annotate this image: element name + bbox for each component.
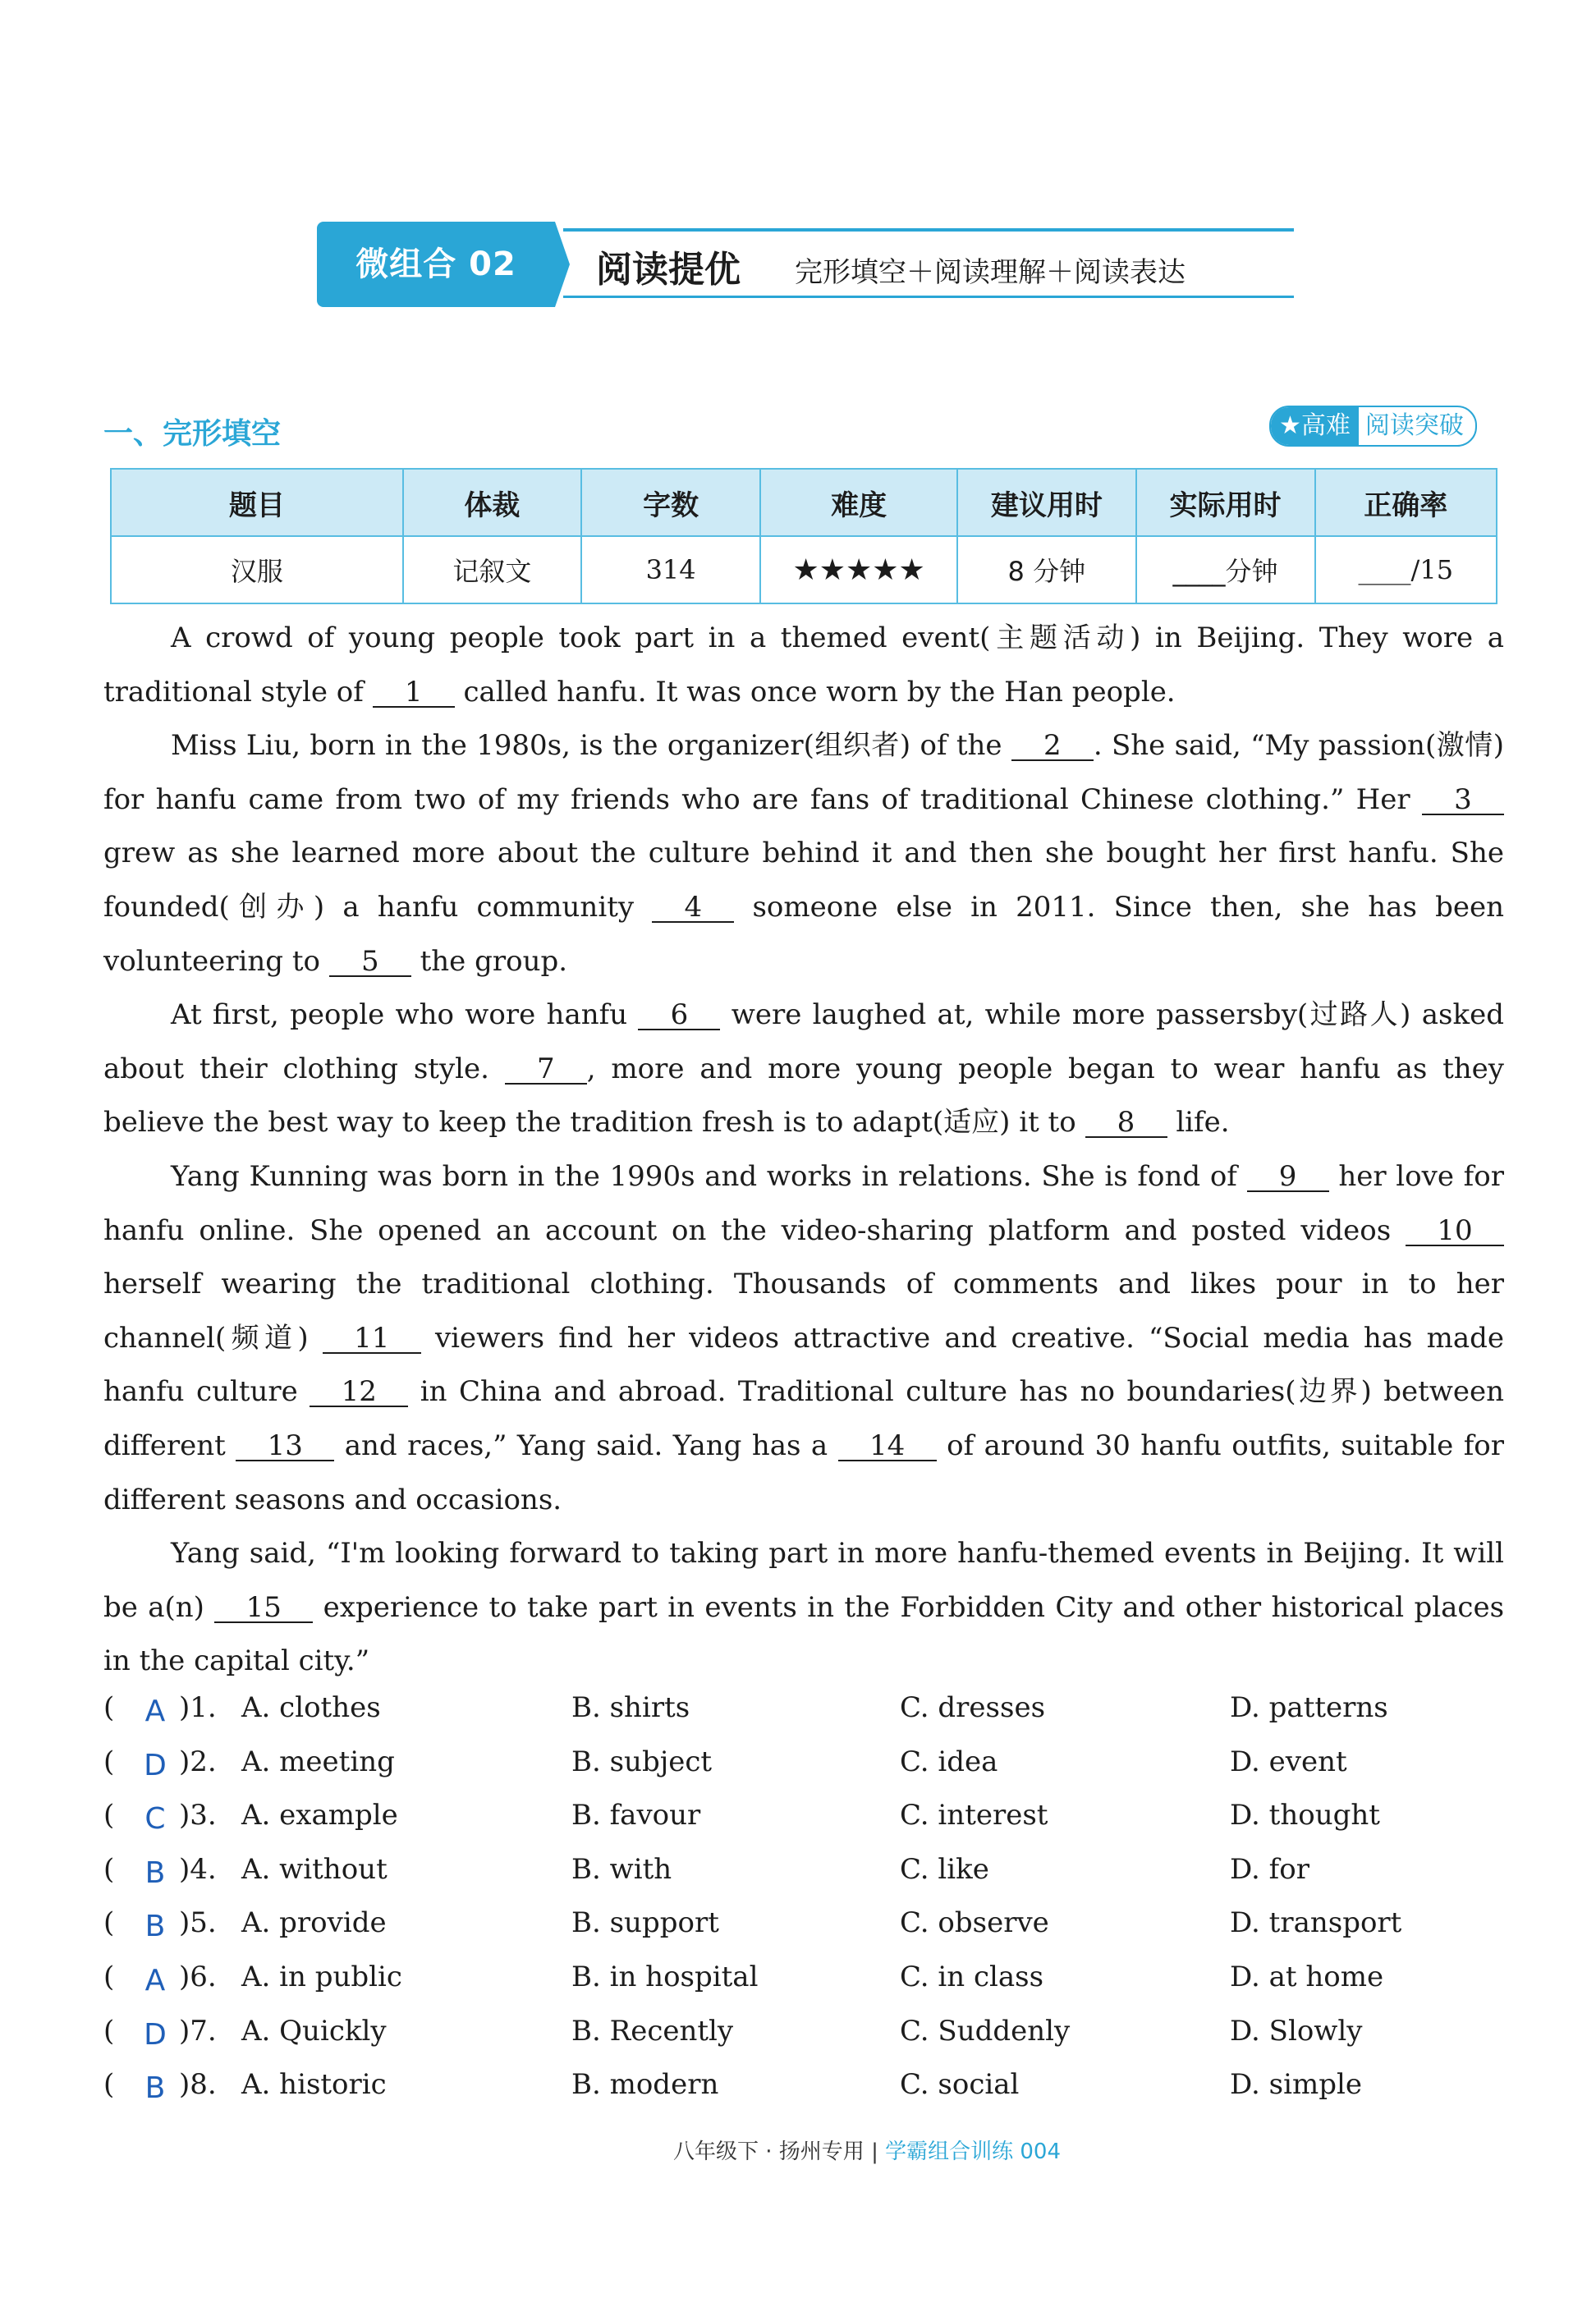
passage-text: At first, people who wore hanfu bbox=[171, 998, 628, 1032]
blank-1[interactable]: 1 bbox=[373, 678, 455, 708]
passage-text: Miss Liu, born in the 1980s, is the organizer(组织者) of the bbox=[171, 729, 1002, 763]
option-b[interactable]: B. favour bbox=[571, 1799, 701, 1832]
info-table bbox=[110, 468, 1497, 604]
option-d[interactable]: D. at home bbox=[1230, 1960, 1384, 1993]
question-row bbox=[103, 1745, 1504, 1800]
cloze-passage bbox=[103, 612, 1504, 1689]
option-c[interactable]: C. like bbox=[900, 1852, 989, 1886]
blank-14[interactable]: 14 bbox=[838, 1432, 937, 1461]
info-table-header bbox=[111, 469, 1497, 536]
question-row bbox=[103, 1853, 1504, 1907]
passage-text: were laughed at, while more passersby(过路人) asked about their clothing style. bbox=[103, 998, 1504, 1085]
question-row bbox=[103, 2015, 1504, 2069]
option-a[interactable]: A. Quickly bbox=[241, 2014, 387, 2048]
paren-open: ( bbox=[103, 1852, 115, 1886]
option-b[interactable]: B. support bbox=[571, 1906, 719, 1940]
option-c[interactable]: C. idea bbox=[900, 1745, 998, 1778]
cell-genre: 记叙文 bbox=[403, 536, 581, 603]
option-b[interactable]: B. in hospital bbox=[571, 1960, 759, 1993]
passage-text: called hanfu. It was once worn by the Han people. bbox=[463, 675, 1176, 709]
question-number: )5. bbox=[179, 1906, 217, 1940]
option-b[interactable]: B. with bbox=[571, 1852, 672, 1886]
passage-text: someone else in 2011. Since then, she has been volunteering to bbox=[103, 890, 1504, 978]
question-row bbox=[103, 1799, 1504, 1853]
question-number: )8. bbox=[179, 2068, 217, 2102]
question-row bbox=[103, 1906, 1504, 1961]
section-title: 一、完形填空 bbox=[103, 417, 282, 451]
blank-3[interactable]: 3 bbox=[1422, 786, 1504, 815]
passage-text: . She said, “My passion(激情) for hanfu came from two of my friends who are fans of traditional Chinese clothing.” Her bbox=[103, 729, 1504, 816]
blank-5[interactable]: 5 bbox=[329, 947, 411, 977]
footer-divider: | bbox=[871, 2140, 886, 2164]
option-a[interactable]: A. clothes bbox=[241, 1691, 381, 1724]
option-c[interactable]: C. observe bbox=[900, 1906, 1049, 1940]
option-d[interactable]: D. event bbox=[1230, 1745, 1347, 1778]
option-a[interactable]: A. provide bbox=[241, 1906, 387, 1940]
paragraph-3 bbox=[103, 988, 1504, 1150]
option-c[interactable]: C. interest bbox=[900, 1799, 1048, 1832]
passage-text: experience to take part in events in the Forbidden City and other historical places in the capital city.” bbox=[103, 1590, 1505, 1678]
passage-text: grew as she learned more about the culture behind it and then she bought her first hanfu. She founded(创办) a hanfu community bbox=[103, 837, 1504, 924]
handwritten-answer[interactable]: B bbox=[144, 2071, 166, 2106]
handwritten-answer[interactable]: D bbox=[144, 1748, 167, 1782]
footer-grade: 八年级下 · 扬州专用 bbox=[673, 2140, 864, 2164]
option-c[interactable]: C. dresses bbox=[900, 1691, 1046, 1724]
header-cell: 正确率 bbox=[1315, 469, 1497, 536]
paragraph-4 bbox=[103, 1150, 1504, 1527]
banner-rule-bottom bbox=[563, 296, 1294, 298]
blank-9[interactable]: 9 bbox=[1247, 1163, 1329, 1192]
paren-open: ( bbox=[103, 1906, 115, 1940]
group-tag: 微组合 02 bbox=[317, 222, 555, 307]
option-d[interactable]: D. simple bbox=[1230, 2068, 1362, 2102]
difficulty-badge bbox=[1269, 406, 1477, 447]
header-cell: 难度 bbox=[760, 469, 957, 536]
blank-10[interactable]: 10 bbox=[1406, 1217, 1504, 1246]
header-cell: 题目 bbox=[111, 469, 403, 536]
cell-topic: 汉服 bbox=[111, 536, 403, 603]
option-d[interactable]: D. thought bbox=[1230, 1799, 1380, 1832]
blank-13[interactable]: 13 bbox=[236, 1432, 334, 1461]
paren-open: ( bbox=[103, 1691, 115, 1724]
passage-text: , more and more young people began to wear hanfu as they believe the best way to keep the tradition fresh is to adapt(适应) it to bbox=[103, 1052, 1505, 1140]
question-number: )2. bbox=[179, 1745, 217, 1778]
paren-open: ( bbox=[103, 1799, 115, 1832]
passage-text: life. bbox=[1176, 1106, 1230, 1140]
paren-open: ( bbox=[103, 2068, 115, 2102]
page-number: 004 bbox=[1020, 2140, 1062, 2164]
handwritten-answer[interactable]: B bbox=[144, 1855, 166, 1890]
blank-6[interactable]: 6 bbox=[638, 1001, 720, 1030]
option-c[interactable]: C. Suddenly bbox=[900, 2014, 1071, 2048]
cell-difficulty: ★★★★★ bbox=[760, 536, 957, 603]
header-cell: 字数 bbox=[581, 469, 760, 536]
option-b[interactable]: B. subject bbox=[571, 1745, 713, 1778]
cell-word-count: 314 bbox=[581, 536, 760, 603]
footer-brand: 学霸组合训练 bbox=[885, 2140, 1014, 2164]
header-title: 阅读提优 bbox=[596, 249, 741, 291]
question-row bbox=[103, 1961, 1504, 2015]
blank-12[interactable]: 12 bbox=[310, 1378, 408, 1407]
header-cell: 实际用时 bbox=[1136, 469, 1315, 536]
banner-rule-top bbox=[563, 228, 1294, 232]
question-number: )3. bbox=[179, 1799, 217, 1832]
option-c[interactable]: C. social bbox=[900, 2068, 1020, 2102]
paren-open: ( bbox=[103, 1745, 115, 1778]
paragraph-2 bbox=[103, 719, 1504, 988]
question-number: )1. bbox=[179, 1691, 217, 1724]
option-c[interactable]: C. in class bbox=[900, 1960, 1044, 1993]
passage-text: herself wearing the traditional clothing. Thousands of comments and likes pour in to her channel(频道) bbox=[103, 1268, 1504, 1355]
option-d[interactable]: D. patterns bbox=[1230, 1691, 1388, 1724]
option-a[interactable]: A. example bbox=[241, 1799, 398, 1832]
cell-actual-time[interactable]: ____分钟 bbox=[1136, 536, 1315, 603]
option-d[interactable]: D. for bbox=[1230, 1852, 1309, 1886]
handwritten-answer[interactable]: C bbox=[144, 1802, 166, 1837]
blank-15[interactable]: 15 bbox=[214, 1594, 313, 1623]
blank-7[interactable]: 7 bbox=[505, 1055, 587, 1085]
handwritten-answer[interactable]: B bbox=[144, 1910, 166, 1944]
option-b[interactable]: B. shirts bbox=[571, 1691, 690, 1724]
passage-text: in China and abroad. Traditional culture has no boundaries(边界) between different bbox=[103, 1375, 1505, 1462]
option-a[interactable]: A. meeting bbox=[241, 1745, 395, 1778]
header-banner bbox=[317, 220, 1294, 309]
question-number: )6. bbox=[179, 1960, 217, 1993]
question-row bbox=[103, 2068, 1504, 2122]
blank-4[interactable]: 4 bbox=[652, 893, 734, 923]
paren-open: ( bbox=[103, 2014, 115, 2048]
question-number: )4. bbox=[179, 1852, 217, 1886]
option-d[interactable]: D. Slowly bbox=[1230, 2014, 1363, 2048]
blank-2[interactable]: 2 bbox=[1011, 732, 1094, 761]
page-footer bbox=[673, 2135, 1061, 2165]
question-list bbox=[103, 1691, 1504, 2122]
passage-text: her love for hanfu online. She opened an account on the video-sharing platform and posted videos bbox=[103, 1159, 1504, 1247]
passage-text: the group. bbox=[420, 944, 568, 978]
option-a[interactable]: A. historic bbox=[241, 2068, 387, 2102]
passage-text: viewers find her videos attractive and creative. “Social media has made hanfu culture bbox=[103, 1321, 1505, 1409]
passage-text: and races,” Yang said. Yang has a bbox=[344, 1429, 828, 1462]
blank-8[interactable]: 8 bbox=[1085, 1108, 1167, 1138]
passage-text: Yang Kunning was born in the 1990s and works in relations. She is fond of bbox=[171, 1159, 1237, 1193]
handwritten-answer[interactable]: A bbox=[144, 1695, 166, 1728]
cell-accuracy[interactable]: ____/15 bbox=[1315, 536, 1497, 603]
handwritten-answer[interactable]: A bbox=[144, 1963, 166, 1997]
blank-11[interactable]: 11 bbox=[323, 1324, 421, 1354]
option-b[interactable]: B. Recently bbox=[571, 2014, 734, 2048]
header-cell: 建议用时 bbox=[957, 469, 1135, 536]
badge-level: ★高难 bbox=[1271, 407, 1359, 445]
option-a[interactable]: A. in public bbox=[241, 1960, 402, 1993]
cell-suggested-time: 8 分钟 bbox=[957, 536, 1135, 603]
paragraph-1 bbox=[103, 612, 1504, 719]
header-cell: 体裁 bbox=[403, 469, 581, 536]
info-table-row bbox=[111, 536, 1497, 603]
question-row bbox=[103, 1691, 1504, 1745]
passage-text: A crowd of young people took part in a themed event(主题活动) in Beijing. They wore a traditional style of bbox=[103, 621, 1504, 709]
question-number: )7. bbox=[179, 2014, 217, 2048]
option-b[interactable]: B. modern bbox=[571, 2068, 719, 2102]
passage-text: Yang said, “I'm looking forward to taking part in more hanfu-themed events in Beijing. It will be a(n) bbox=[103, 1537, 1504, 1624]
option-a[interactable]: A. without bbox=[241, 1852, 388, 1886]
header-subtitle: 完形填空＋阅读理解＋阅读表达 bbox=[795, 256, 1186, 289]
option-d[interactable]: D. transport bbox=[1230, 1906, 1402, 1940]
passage-text: of around 30 hanfu outfits, suitable for different seasons and occasions. bbox=[103, 1429, 1505, 1516]
handwritten-answer[interactable]: D bbox=[144, 2017, 167, 2052]
badge-label: 阅读突破 bbox=[1364, 411, 1464, 440]
paragraph-5 bbox=[103, 1527, 1504, 1689]
paren-open: ( bbox=[103, 1960, 115, 1993]
